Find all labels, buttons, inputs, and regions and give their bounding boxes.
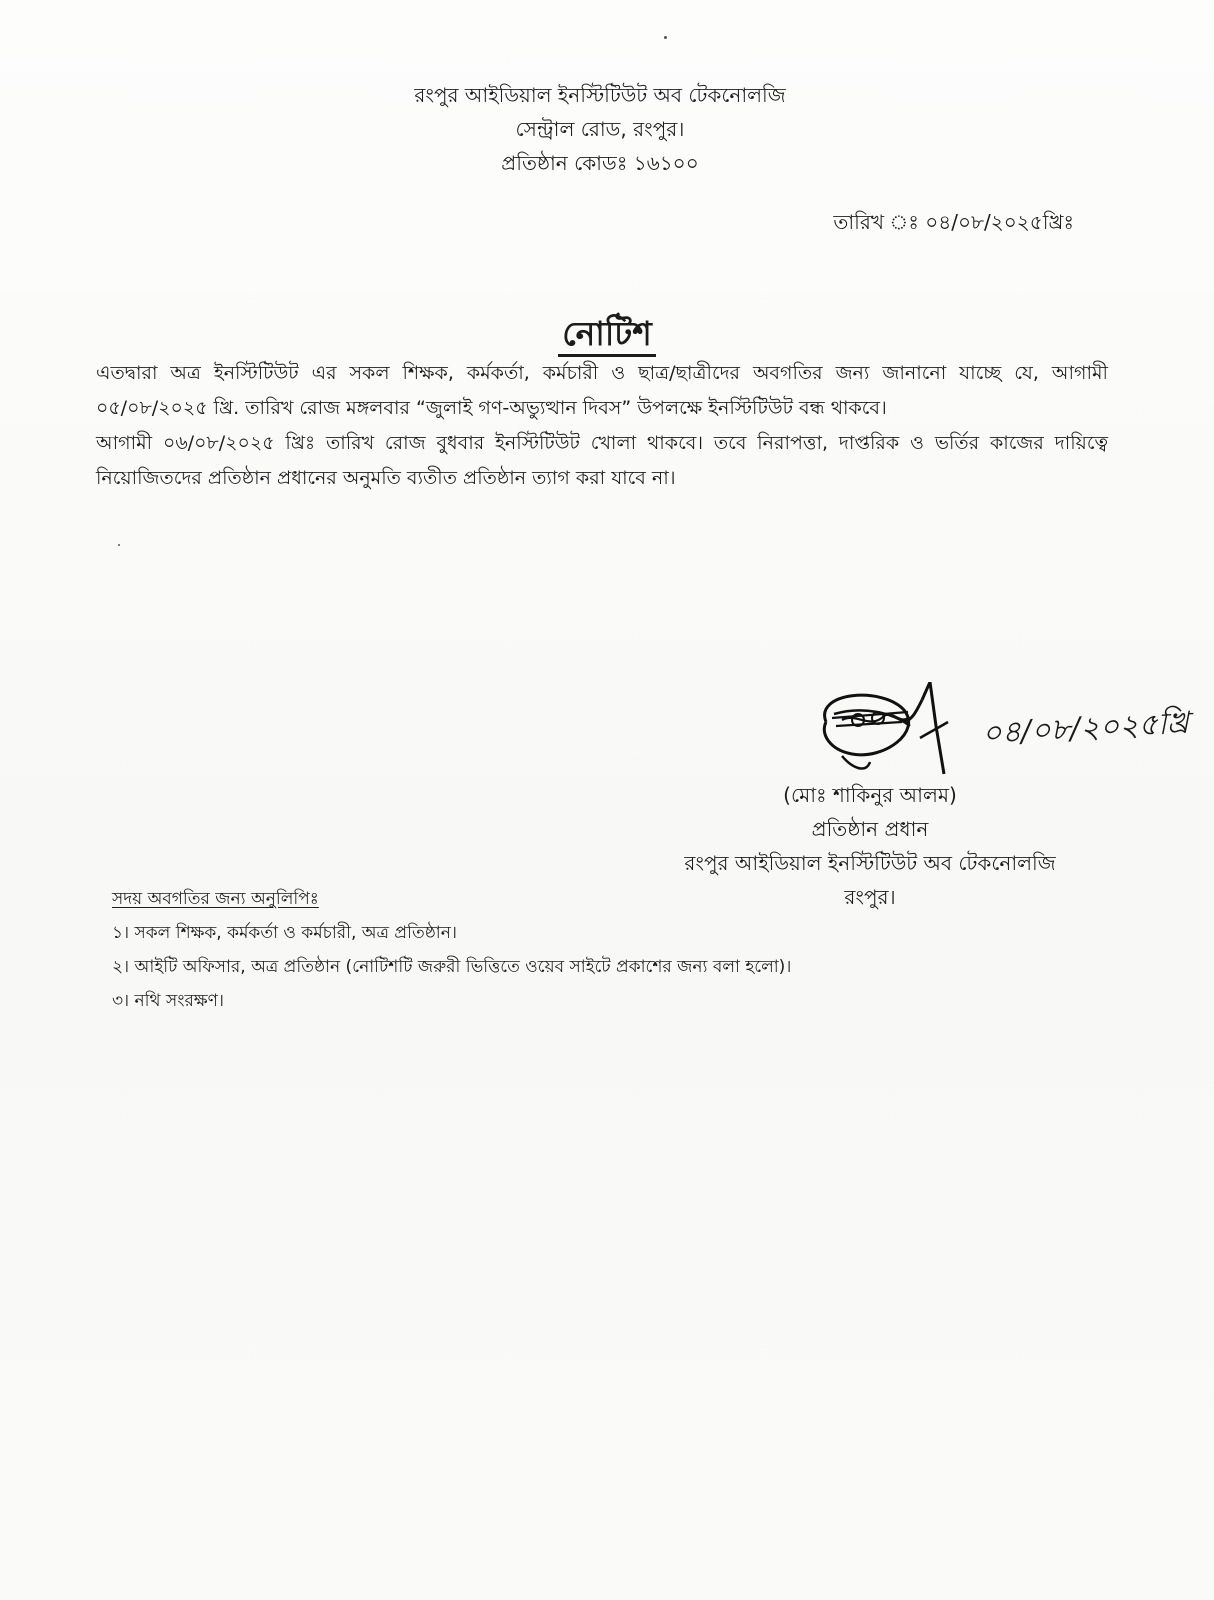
handwritten-signature (812, 682, 982, 782)
signatory-city: রংপুর। (844, 885, 896, 909)
institute-name: রংপুর আইডিয়াল ইনস্টিটিউট অব টেকনোলজি (414, 83, 786, 107)
paper-speck (118, 544, 120, 546)
paper-speck (664, 36, 667, 39)
institute-address: সেন্ট্রাল রোড, রংপুর। (515, 117, 685, 141)
notice-title: নোটিশ (558, 314, 656, 357)
copy-to-item: ৩। নথি সংরক্ষণ। (112, 991, 224, 1011)
signature-block (812, 682, 1190, 792)
institute-code: প্রতিষ্ঠান কোডঃ ১৬১০০ (501, 151, 699, 175)
copy-to-item: ২। আইটি অফিসার, অত্র প্রতিষ্ঠান (নোটিশটি জরুরী ভিত্তিতে ওয়েব সাইটে প্রকাশের জন্য বলা হলো)। (112, 957, 792, 977)
signatory-designation: প্রতিষ্ঠান প্রধান (811, 817, 929, 841)
handwritten-date: ০৪/০৮/২০২৫খ্রি (981, 705, 1190, 752)
copy-to-list (112, 916, 1112, 1018)
copy-to-section (112, 882, 1112, 1018)
copy-to-heading: সদয় অবগতির জন্য অনুলিপিঃ (112, 889, 319, 909)
letterhead (300, 78, 900, 180)
notice-paragraph-2: আগামী ০৬/০৮/২০২৫ খ্রিঃ তারিখ রোজ বুধবার ইনস্টিটিউট খোলা থাকবে। তবে নিরাপত্তা, দাপ্তরিক ও ভর্তির কাজের দায়িত্বে নিয়োজিতদের প্রতিষ্ঠান প্রধানের অনুমতি ব্যতীত প্রতিষ্ঠান ত্যাগ করা যাবে না। (96, 432, 1108, 489)
copy-to-item: ১। সকল শিক্ষক, কর্মকর্তা ও কর্মচারী, অত্র প্রতিষ্ঠান। (112, 923, 457, 943)
notice-body (96, 356, 1108, 496)
notice-paragraph-1: এতদ্বারা অত্র ইনস্টিটিউট এর সকল শিক্ষক, কর্মকর্তা, কর্মচারী ও ছাত্র/ছাত্রীদের অবগতির জন্য জানানো যাচ্ছে যে, আগামী ০৫/০৮/২০২৫ খ্রি. তারিখ রোজ মঙ্গলবার “জুলাই গণ-অভ্যুত্থান দিবস” উপলক্ষে ইনস্টিটিউট বন্ধ থাকবে। (96, 362, 1108, 419)
signatory-name: (মোঃ শাকিনুর আলম) (783, 783, 957, 807)
signatory-institute: রংপুর আইডিয়াল ইনস্টিটিউট অব টেকনোলজি (684, 851, 1056, 875)
notice-date: তারিখ ঃ ০৪/০৮/২০২৫খ্রিঃ (833, 210, 1074, 234)
